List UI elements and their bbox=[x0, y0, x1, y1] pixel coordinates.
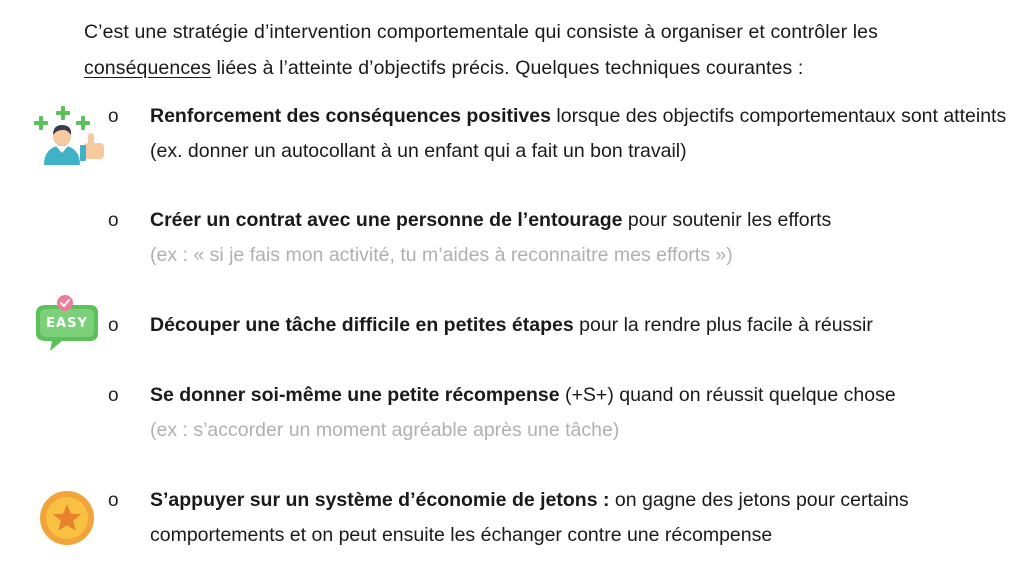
bullet-marker: o bbox=[108, 210, 119, 231]
list-item-body: on gagne des jetons pour certains comportements et on peut ensuite les échanger contre une récompense bbox=[150, 489, 909, 546]
list-item-body: (+S+) quand on réussit quelque chose bbox=[559, 384, 896, 406]
list-item-body: pour soutenir les efforts bbox=[622, 209, 832, 231]
person-thumbs-up-icon bbox=[30, 103, 108, 167]
list-item-title: Renforcement des conséquences positives bbox=[150, 105, 551, 127]
easy-speech-bubble-icon bbox=[32, 293, 102, 355]
list-item-text bbox=[150, 308, 1008, 343]
star-token-icon bbox=[39, 490, 95, 546]
underlined-term: conséquences bbox=[84, 57, 211, 79]
list-item-title: S’appuyer sur un système d’économie de jetons : bbox=[150, 489, 610, 511]
list-item-body: pour la rendre plus facile à réussir bbox=[573, 314, 873, 336]
list-item-text bbox=[150, 483, 1008, 553]
list-item-title: Découper une tâche difficile en petites étapes bbox=[150, 314, 574, 336]
list-item bbox=[108, 378, 1008, 448]
bullet-marker: o bbox=[108, 106, 119, 127]
list-item-text bbox=[150, 99, 1008, 169]
list-item bbox=[108, 483, 1008, 553]
bullet-marker: o bbox=[108, 315, 119, 336]
intro-line-1: C’est une stratégie d’intervention comportementale qui consiste à organiser et contrôler les bbox=[84, 21, 878, 43]
easy-label: EASY bbox=[46, 316, 88, 331]
list-item-example: (ex : s’accorder un moment agréable après une tâche) bbox=[150, 419, 620, 441]
list-item-body: lorsque des objectifs comportementaux sont atteints (ex. donner un autocollant à un enfant qui a fait un bon travail) bbox=[150, 105, 1007, 162]
list-item-title: Se donner soi-même une petite récompense bbox=[150, 384, 560, 406]
list-item bbox=[108, 99, 1008, 169]
list-item-text bbox=[150, 203, 1008, 273]
list-item-example: (ex : « si je fais mon activité, tu m’aides à reconnaitre mes efforts ») bbox=[150, 244, 733, 266]
list-item bbox=[108, 203, 1008, 273]
intro-paragraph bbox=[84, 14, 1004, 86]
intro-line-2: liées à l’atteinte d’objectifs précis. Quelques techniques courantes : bbox=[210, 57, 804, 79]
list-item bbox=[108, 308, 1008, 343]
bullet-marker: o bbox=[108, 385, 119, 406]
list-item-title: Créer un contrat avec une personne de l’entourage bbox=[150, 209, 623, 231]
bullet-marker: o bbox=[108, 490, 119, 511]
list-item-text bbox=[150, 378, 1008, 448]
